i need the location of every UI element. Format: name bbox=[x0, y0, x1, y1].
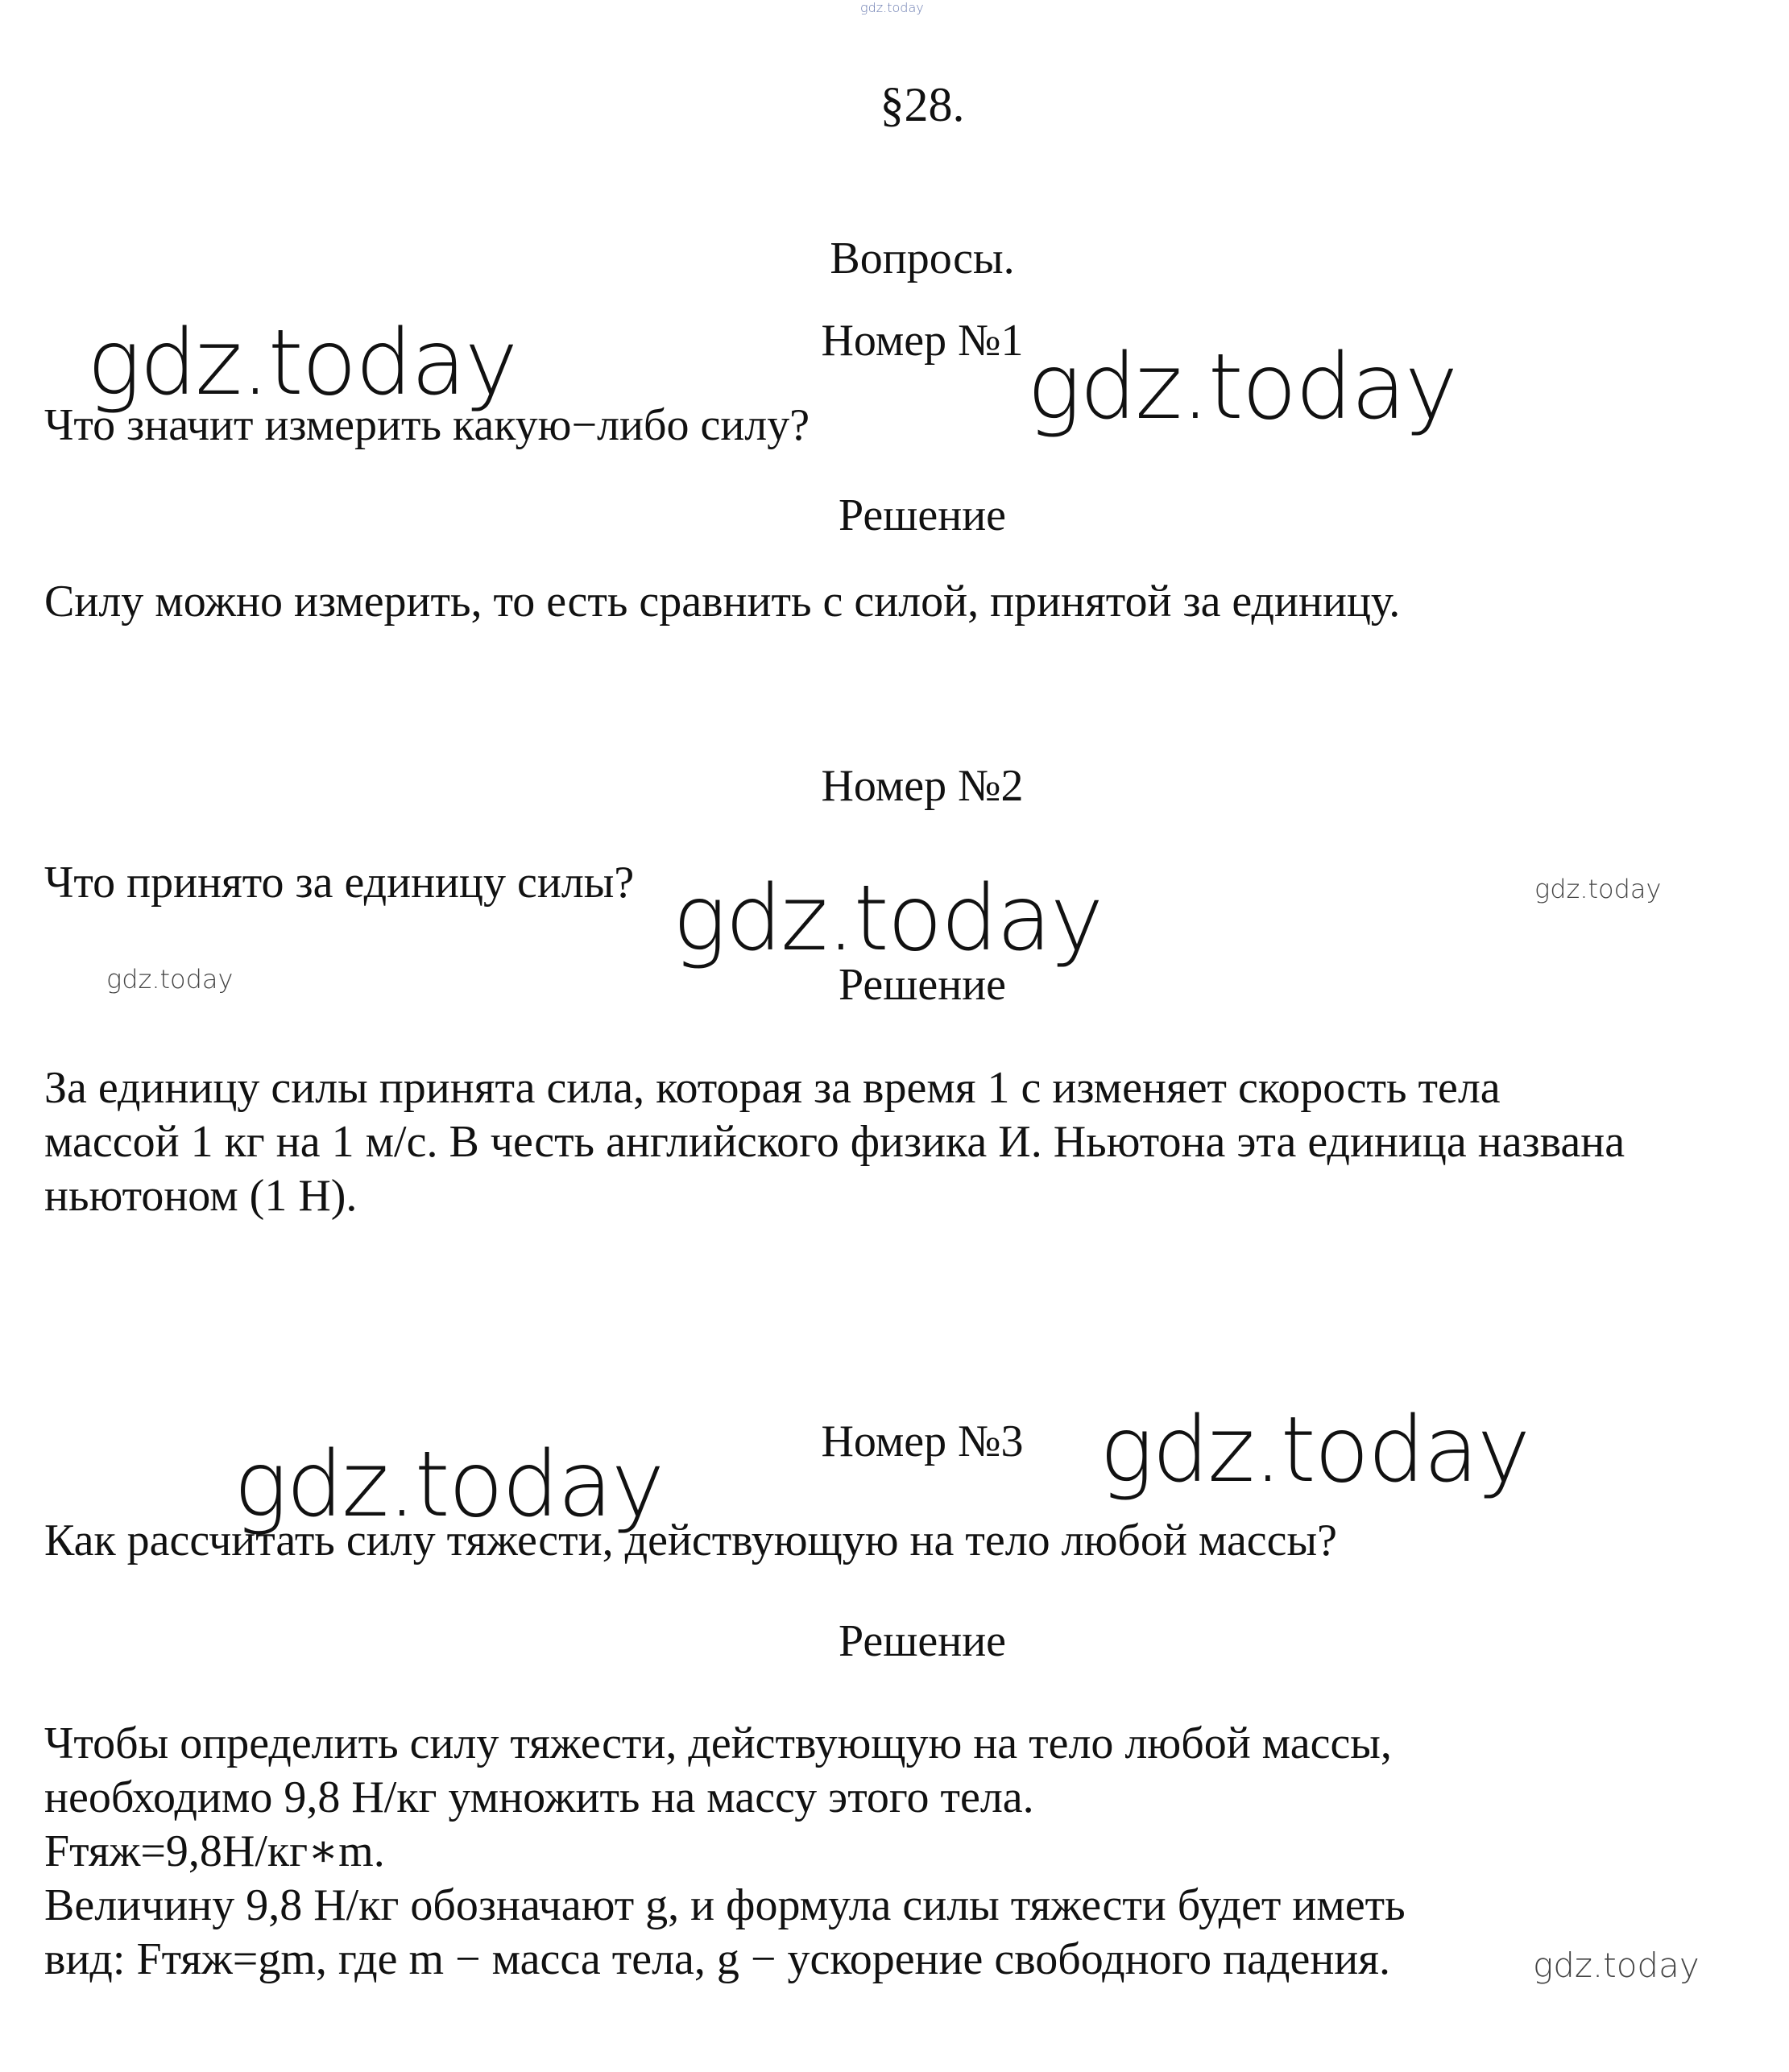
q1-answer-line: Силу можно измерить, то есть сравнить с силой, принятой за единицу. bbox=[44, 577, 1401, 627]
watermark-3: gdz.today bbox=[673, 866, 1103, 971]
watermark-7: gdz.today bbox=[234, 1433, 664, 1537]
q1-number: Номер №1 bbox=[821, 316, 1024, 366]
q3-answer-line: необходимо 9,8 Н/кг умножить на массу этого тела. bbox=[44, 1772, 1034, 1822]
watermark-5: gdz.today bbox=[106, 964, 234, 995]
q2-solution-label: Решение bbox=[838, 960, 1007, 1010]
q1-answer bbox=[44, 575, 1760, 629]
q3-number: Номер №3 bbox=[821, 1416, 1024, 1466]
q3-answer bbox=[44, 1717, 1760, 1987]
watermark-6: gdz.today bbox=[1099, 1398, 1530, 1503]
q3-answer-line: вид: Fтяж=gm, где m − масса тела, g − ускорение свободного падения. bbox=[44, 1934, 1391, 1984]
watermark-8: gdz.today bbox=[1533, 1946, 1700, 1985]
q1-question: Что значит измерить какую−либо силу? bbox=[44, 400, 810, 450]
watermark-4: gdz.today bbox=[1534, 874, 1662, 904]
watermark-top: gdz.today bbox=[860, 0, 924, 15]
q1-solution-label: Решение bbox=[838, 490, 1007, 540]
q2-answer-line: За единицу силы принята сила, которая за время 1 с изменяет скорость тела bbox=[44, 1063, 1501, 1113]
q3-answer-line: Чтобы определить силу тяжести, действующую на тело любой массы, bbox=[44, 1718, 1392, 1768]
q3-solution-label: Решение bbox=[838, 1616, 1007, 1666]
q2-number: Номер №2 bbox=[821, 761, 1024, 811]
q3-answer-line: Fтяж=9,8Н/кг∗m. bbox=[44, 1826, 385, 1876]
paragraph-number: §28. bbox=[880, 78, 965, 131]
q2-answer bbox=[44, 1061, 1760, 1223]
q2-answer-line: массой 1 кг на 1 м/с. В честь английского физика И. Ньютона эта единица названа bbox=[44, 1117, 1625, 1167]
q3-question: Как рассчитать силу тяжести, действующую на тело любой массы? bbox=[44, 1516, 1337, 1565]
q2-question: Что принято за единицу силы? bbox=[44, 858, 635, 908]
section-title: Вопросы. bbox=[830, 234, 1015, 283]
q2-answer-line: ньютоном (1 Н). bbox=[44, 1171, 358, 1221]
watermark-2: gdz.today bbox=[1027, 335, 1457, 440]
watermark-1: gdz.today bbox=[87, 311, 517, 416]
q3-answer-line: Величину 9,8 Н/кг обозначают g, и формула силы тяжести будет иметь bbox=[44, 1880, 1406, 1930]
